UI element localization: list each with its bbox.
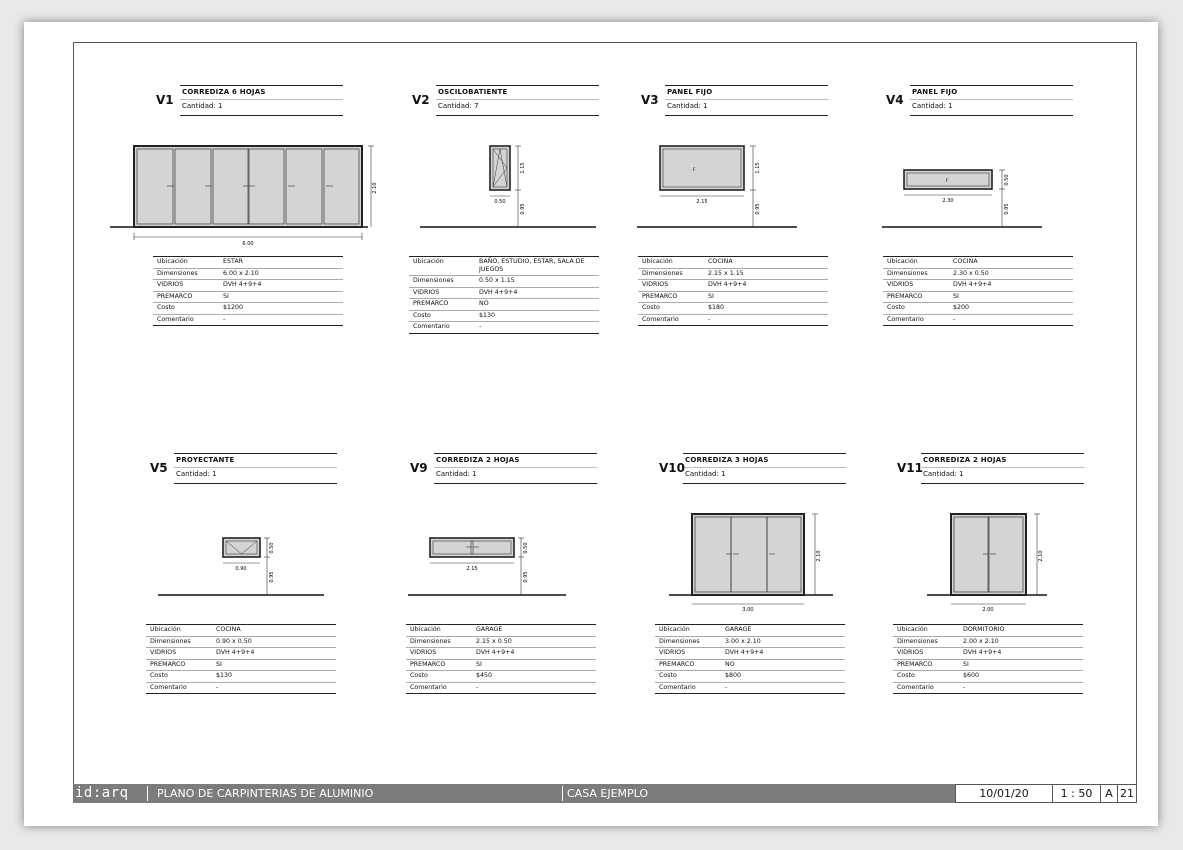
- window-schedule-v11: [897, 453, 1084, 691]
- svg-text:0.50: 0.50: [269, 542, 275, 554]
- window-schedule-v10: [659, 453, 846, 691]
- svg-text:0.95: 0.95: [269, 571, 275, 583]
- window-quantity: Cantidad: 1: [182, 102, 223, 110]
- schedule-header: [412, 85, 599, 116]
- title-block: [73, 784, 1137, 803]
- window-schedule-v2: [412, 85, 599, 331]
- window-code: V1: [156, 93, 174, 107]
- window-code: V9: [410, 461, 428, 475]
- firm-logo: id:arq: [75, 785, 129, 801]
- window-schedule-v1: [156, 85, 378, 323]
- specs-table: Ubicación GARAGE Dimensiones 3.00 x 2.10 VIDRIOS DVH 4+9+4 PREMARCO NO Costo $800 Comentario -: [655, 624, 845, 694]
- svg-text:3.00: 3.00: [742, 607, 754, 613]
- specs-table: Ubicación COCINA Dimensiones 2.30 x 0.50 VIDRIOS DVH 4+9+4 PREMARCO SI Costo $200 Comentario -: [883, 256, 1073, 326]
- window-schedule-v3: [641, 85, 828, 323]
- svg-text:0.90: 0.90: [235, 566, 247, 572]
- svg-text:2.15: 2.15: [696, 199, 708, 205]
- window-type: CORREDIZA 2 HOJAS: [436, 456, 520, 464]
- window-elevation: [106, 116, 396, 246]
- project-name: CASA EJEMPLO: [567, 787, 649, 800]
- window-type: CORREDIZA 2 HOJAS: [923, 456, 1007, 464]
- window-quantity: Cantidad: 1: [667, 102, 708, 110]
- height-dimension: 2.10: [372, 182, 378, 194]
- window-quantity: Cantidad: 1: [912, 102, 953, 110]
- window-code: V11: [897, 461, 923, 475]
- schedule-header: [641, 85, 828, 116]
- schedule-header: [659, 453, 846, 484]
- fixed-panel-mark: F: [693, 168, 696, 173]
- svg-text:0.95: 0.95: [520, 203, 526, 215]
- window-elevation: [144, 484, 344, 604]
- window-schedule-v5: [150, 453, 337, 691]
- svg-text:0.95: 0.95: [1004, 203, 1010, 215]
- specs-table: Ubicación BAÑO, ESTUDIO, ESTAR, SALA DE JUEGOS Dimensiones 0.50 x 1.15 VIDRIOS DVH 4+9+4 PREMARCO NO Costo $130 Comentario -: [409, 256, 599, 334]
- window-code: V2: [412, 93, 430, 107]
- window-schedule-v4: [886, 85, 1073, 323]
- window-type: PROYECTANTE: [176, 456, 235, 464]
- svg-text:0.50: 0.50: [523, 542, 529, 554]
- svg-text:1.15: 1.15: [520, 162, 526, 174]
- window-quantity: Cantidad: 1: [176, 470, 217, 478]
- svg-text:F: F: [946, 179, 949, 184]
- window-elevation: [653, 484, 853, 614]
- sheet-size-field: A: [1100, 784, 1118, 803]
- specs-table: Ubicación GARAGE Dimensiones 2.15 x 0.50 VIDRIOS DVH 4+9+4 PREMARCO SI Costo $450 Comentario -: [406, 624, 596, 694]
- width-dimension: 6.00: [242, 241, 254, 246]
- window-type: OSCILOBATIENTE: [438, 88, 508, 96]
- sheet-number-field: 21: [1117, 784, 1137, 803]
- window-schedule-v9: [410, 453, 597, 691]
- schedule-header: [897, 453, 1084, 484]
- scale-field: 1 : 50: [1052, 784, 1101, 803]
- window-type: PANEL FIJO: [912, 88, 958, 96]
- schedule-header: [886, 85, 1073, 116]
- window-code: V5: [150, 461, 168, 475]
- specs-table: Ubicación ESTAR Dimensiones 6.00 x 2.10 VIDRIOS DVH 4+9+4 PREMARCO SI Costo $1200 Comentario -: [153, 256, 343, 326]
- window-code: V3: [641, 93, 659, 107]
- svg-text:0.50: 0.50: [494, 199, 506, 205]
- window-quantity: Cantidad: 1: [685, 470, 726, 478]
- window-elevation: [880, 116, 1080, 236]
- window-quantity: Cantidad: 7: [438, 102, 479, 110]
- schedule-header: [156, 85, 343, 116]
- window-quantity: Cantidad: 1: [436, 470, 477, 478]
- window-code: V10: [659, 461, 685, 475]
- svg-text:2.10: 2.10: [816, 550, 822, 562]
- svg-text:2.10: 2.10: [1038, 550, 1044, 562]
- window-elevation: [406, 116, 606, 236]
- window-code: V4: [886, 93, 904, 107]
- window-type: CORREDIZA 3 HOJAS: [685, 456, 769, 464]
- specs-table: Ubicación COCINA Dimensiones 2.15 x 1.15 VIDRIOS DVH 4+9+4 PREMARCO SI Costo $180 Comentario -: [638, 256, 828, 326]
- specs-table: Ubicación DORMITORIO Dimensiones 2.00 x 2.10 VIDRIOS DVH 4+9+4 PREMARCO SI Costo $600 Comentario -: [893, 624, 1083, 694]
- window-quantity: Cantidad: 1: [923, 470, 964, 478]
- svg-text:1.15: 1.15: [755, 162, 761, 174]
- schedule-header: [150, 453, 337, 484]
- window-elevation: [891, 484, 1091, 614]
- svg-text:2.15: 2.15: [466, 566, 478, 572]
- svg-text:2.00: 2.00: [982, 607, 994, 613]
- date-field: 10/01/20: [955, 784, 1053, 803]
- svg-text:0.95: 0.95: [755, 203, 761, 215]
- window-elevation: [635, 116, 835, 236]
- window-elevation: [404, 484, 604, 604]
- specs-table: Ubicación COCINA Dimensiones 0.90 x 0.50 VIDRIOS DVH 4+9+4 PREMARCO SI Costo $130 Comentario -: [146, 624, 336, 694]
- svg-text:2.30: 2.30: [942, 198, 954, 204]
- window-type: PANEL FIJO: [667, 88, 713, 96]
- schedule-header: [410, 453, 597, 484]
- svg-text:0.95: 0.95: [523, 571, 529, 583]
- svg-text:0.50: 0.50: [1004, 174, 1010, 186]
- drawing-title: PLANO DE CARPINTERIAS DE ALUMINIO: [157, 787, 374, 800]
- window-type: CORREDIZA 6 HOJAS: [182, 88, 266, 96]
